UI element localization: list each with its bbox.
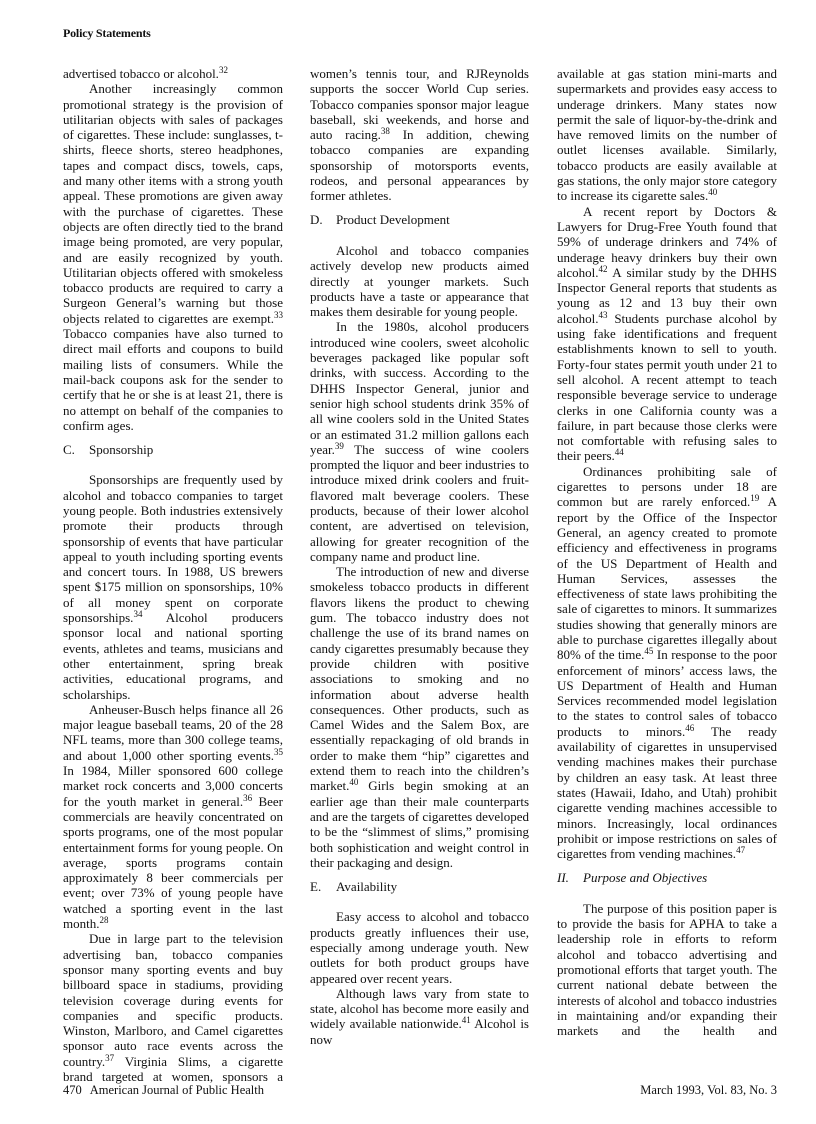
section-title: Sponsorship [89, 441, 154, 457]
citation-superscript: 28 [99, 915, 109, 926]
citation-superscript: 47 [736, 845, 746, 856]
paragraph [63, 81, 283, 433]
text-run: In 1984, Miller sponsored 600 college market rock concerts and 3,000 concerts for the youth market in general. [63, 763, 283, 809]
paragraph [63, 472, 283, 701]
text-column-3 [557, 66, 777, 1038]
text-run: A recent report by Doctors & Lawyers for Drug-Free Youth found that 59% of underage drinkers and 74% of underage heavy drinkers buy their own alcohol. [557, 203, 777, 280]
citation-superscript: 38 [380, 126, 390, 137]
paragraph [557, 464, 777, 862]
text-run: available at gas station mini-marts and supermarkets and provides easy access to underage drinkers. Many states now permit the sale of liquor-by-the-drink and have removed limits on the number of outlet licenses available. Similarly, tobacco products are easily available at gas stations, the only major store category to increase its cigarette sales. [557, 66, 777, 204]
text-run: A similar study by the DHHS Inspector General reports that students as young as 12 and 13 buy their own alcohol. [557, 264, 777, 326]
paragraph [310, 66, 529, 204]
text-run: Although laws vary from state to state, alcohol has become more easily and widely available nationwide. [310, 985, 529, 1032]
paragraph [310, 986, 529, 1047]
text-run: Anheuser-Busch helps finance all 26 major league baseball teams, 20 of the 28 NFL teams, more than 300 college teams, and about 1,000 other sporting events. [63, 701, 283, 763]
citation-superscript: 36 [243, 792, 253, 803]
paragraph [310, 564, 529, 870]
text-run: women’s tennis tour, and RJReynolds supports the soccer World Cup series. Tobacco companies sponsor major league baseball, ski weekends, and horse and auto racing. [310, 66, 529, 143]
citation-superscript: 35 [274, 746, 283, 757]
text-run: In response to the poor enforcement of minors’ access laws, the US Department of Health and Human Services recommended model legislation to the states to control sales of tobacco products to minors. [557, 647, 778, 739]
section-heading [557, 870, 777, 885]
paragraph [310, 909, 529, 985]
text-run: Ordinances prohibiting sale of cigarettes to persons under 18 are common but are rarely enforced. [557, 463, 777, 510]
citation-superscript: 37 [105, 1052, 115, 1063]
citation-superscript: 44 [614, 447, 624, 458]
text-run: In the 1980s, alcohol producers introduced wine coolers, sweet alcoholic beverages packaged like popular soft drinks, with success. According to the DHHS Inspector General, junior and senior high school students drink 35% of all wine coolers sold in the United States or an estimated 31.2 million gallons each year. [310, 319, 529, 457]
text-run: In addition, chewing tobacco companies are expanding sponsorship of motorsports events, rodeos, and personal appearances by former athletes. [310, 127, 529, 204]
text-column-2 [310, 66, 529, 1047]
text-run: Easy access to alcohol and tobacco products greatly influences their use, especially among underage youth. New outlets for both product groups have appeared over recent years. [310, 909, 529, 986]
citation-superscript: 45 [644, 646, 654, 657]
text-run: Alcohol producers sponsor local and national sporting events, athletes and teams, musicians and other entertainment, spring break activities, educational programs, and scholarships. [63, 610, 283, 702]
section-title: Purpose and Objectives [583, 870, 708, 886]
text-run: The purpose of this position paper is to provide the basis for APHA to take a leadership role in efforts to reform alcohol and tobacco advertising and promotional efforts that target youth. The current national debate between the interests of alcohol and tobacco industries in maintaining and/or expanding their markets and the health and [557, 900, 777, 1039]
section-number: E. [310, 878, 322, 894]
section-number: D. [310, 212, 323, 228]
citation-superscript: 33 [274, 309, 283, 320]
section-number: II. [557, 870, 569, 886]
citation-superscript: 40 [349, 777, 359, 788]
paragraph [63, 702, 283, 931]
text-run: The ready availability of cigarettes in unsupervised vending machines makes their purchase by children an easy task. At least three states (Hawaii, Idaho, and Utah) prohibit cigarette vending machines accessible to minors. Increasingly, local ordinances prohibit or impose restrictions on sales of cigarettes from vending machines. [557, 723, 777, 862]
text-run: Beer commercials are heavily concentrated on sports programs, one of the most popular entertainment forms for young people. On average, sports programs contain approximately 8 beer commercials per event; over 73% of young people have watched a sporting event in the last month. [63, 793, 283, 932]
text-column-1 [63, 66, 283, 1084]
citation-superscript: 42 [598, 263, 608, 274]
footer-left [63, 1083, 264, 1098]
text-run: Another increasingly common promotional strategy is the provision of utilitarian objects with sales of packages of cigarettes. These include: sunglasses, t-shirts, fleece shorts, stereo headphones, tapes and compact discs, towels, caps, and many other items with a strong youth appeal. These promotions are given away with the purchase of cigarettes. These objects are often directly tied to the brand image being promoted, are very popular, and are easily recognized by youth. Utilitarian objects offered with smokeless tobacco products are required to carry a Surgeon General’s warning but those objects related to cigarettes are exempt. [63, 81, 283, 326]
paragraph [557, 901, 777, 1039]
citation-superscript: 19 [750, 493, 760, 504]
paragraph [63, 931, 283, 1084]
citation-superscript: 43 [598, 309, 608, 320]
text-run: The introduction of new and diverse smokeless tobacco products in different flavors likens the product to chewing gum. The tobacco industry does not challenge the use of its brand names on candy cigarettes presumably because they provide children with positive associations to smoking and no information about adverse health consequences. Other products, such as Camel Wides and the Salem Box, are essentially repackaging of old brands in order to make them “hip” cigarettes and extend them to reach into the children’s market. [310, 564, 529, 794]
section-title: Availability [336, 878, 398, 894]
citation-superscript: 32 [218, 65, 228, 75]
text-run: Virginia Slims, a cigarette brand targeted at women, sponsors a [63, 1053, 283, 1084]
section-heading [310, 212, 529, 227]
text-run: Due in large part to the television advertising ban, tobacco companies sponsor many sporting events and buy billboard space in stadiums, providing television coverage during events for companies and specific products. Winston, Marlboro, and Camel cigarettes sponsor auto race events across the country. [63, 931, 283, 1069]
section-heading [63, 442, 283, 457]
running-head: Policy Statements [63, 26, 151, 40]
text-run: advertised tobacco or alcohol. [63, 66, 219, 81]
paragraph [557, 66, 777, 204]
section-number: C. [63, 441, 75, 457]
issue-info: March 1993, Vol. 83, No. 3 [640, 1083, 777, 1097]
text-run: Sponsorships are frequently used by alcohol and tobacco companies to target young people. Both industries extensively promote their products through sponsorship of events that have particular appeal to youth including sporting events and concert tours. In 1988, US brewers spent $175 million on sponsorships, 10% of all money spent on corporate sponsorships. [63, 472, 283, 626]
citation-superscript: 39 [334, 440, 344, 451]
text-run: Tobacco companies have also turned to direct mail efforts and coupons to build mailing lists of consumers. While the mail-back coupons ask for the sender to certify that he or she is at least 21, there is no attempt on behalf of the companies to confirm ages. [63, 326, 283, 433]
text-run: Girls begin smoking at an earlier age than their male counterparts and are the targets of cigarettes developed to be the “slimmest of slims,” promising both sophistication and weight control in their packaging and design. [310, 778, 529, 870]
citation-superscript: 34 [133, 609, 143, 620]
citation-superscript: 46 [685, 722, 695, 733]
citation-superscript: 40 [708, 187, 718, 198]
page-number: 470 [63, 1083, 82, 1097]
section-title: Product Development [336, 212, 450, 228]
paragraph [310, 319, 529, 564]
text-run: Alcohol and tobacco companies actively develop new products aimed directly at younger markets. Such products have a taste or appearance that makes them desirable for young people. [310, 242, 529, 320]
paragraph [63, 66, 283, 81]
text-run: The success of wine coolers prompted the liquor and beer industries to introduce mixed drink coolers and fruit-flavored malt beverage coolers. These products, because of their lower alcohol content, are advertised on television, allowing for greater recognition of the company name and product line. [310, 441, 529, 564]
paragraph [557, 204, 777, 464]
text-run: A report by the Office of the Inspector General, an agency created to promote efficiency and effectiveness in programs of the US Department of Health and Human Services, assesses the effectiveness of state laws prohibiting the sale of cigarettes to minors. It summarizes studies showing that generally minors are able to purchase cigarettes illegally about 80% of the time. [557, 494, 777, 663]
citation-superscript: 41 [461, 1015, 471, 1026]
section-heading [310, 879, 529, 894]
journal-name: American Journal of Public Health [89, 1083, 265, 1097]
text-run: Alcohol is now [310, 1016, 529, 1047]
text-run: Students purchase alcohol by using fake identifications and frequent establishments known to sell to youth. Forty-four states permit youth under 21 to sell alcohol. A recent attempt to teach responsible beverage service to underage clerks in one California county was a failure, in part because those clerks were not comfortable with refusing sales to their peers. [557, 310, 777, 464]
paragraph [310, 243, 529, 319]
